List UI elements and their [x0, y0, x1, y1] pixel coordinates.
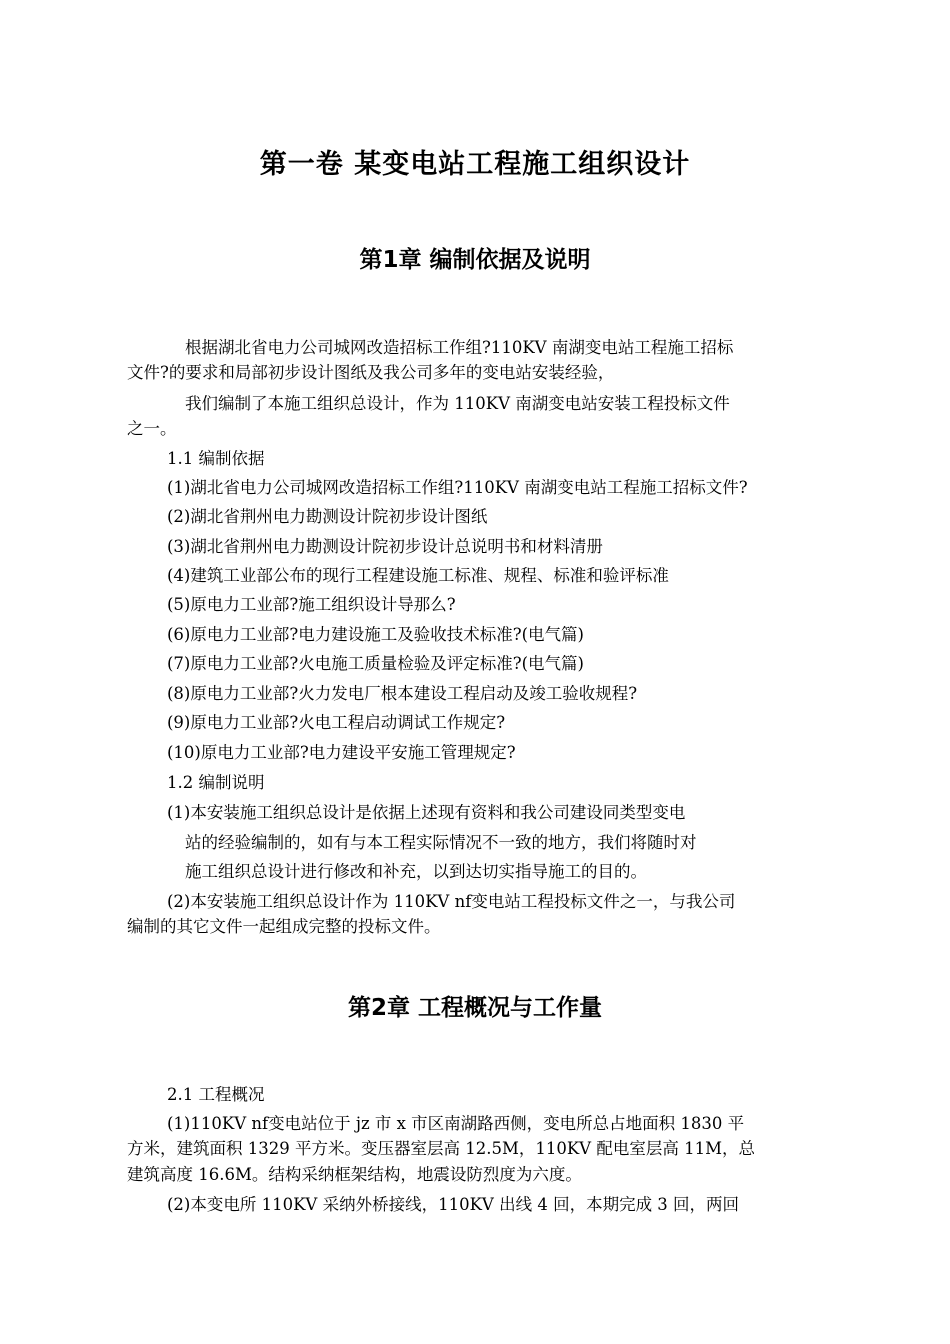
basis-item: (3)湖北省荆州电力勘测设计院初步设计总说明书和材料清册 — [167, 537, 603, 556]
section-heading-1-1: 1.1 编制依据 — [167, 449, 265, 468]
chapter-1-title: 第1章 编制依据及说明 — [359, 247, 591, 273]
basis-item: (9)原电力工业部?火电工程启动调试工作规定? — [167, 713, 506, 732]
note-line: 站的经验编制的，如有与本工程实际情况不一致的地方，我们将随时对 — [185, 833, 697, 852]
basis-item: (5)原电力工业部?施工组织设计导那么? — [167, 595, 456, 614]
note-line: (2)本安装施工组织总设计作为 110KV nf变电站工程投标文件之一，与我公司 — [167, 892, 736, 911]
note-line: 编制的其它文件一起组成完整的投标文件。 — [127, 917, 441, 936]
basis-item: (1)湖北省电力公司城网改造招标工作组?110KV 南湖变电站工程施工招标文件? — [167, 478, 748, 497]
intro-line: 根据湖北省电力公司城网改造招标工作组?110KV 南湖变电站工程施工招标 — [185, 338, 734, 357]
basis-item: (6)原电力工业部?电力建设施工及验收技术标准?(电气篇) — [167, 625, 584, 644]
volume-title: 第一卷 某变电站工程施工组织设计 — [259, 149, 691, 180]
overview-line: 建筑高度 16.6M。结构采纳框架结构，地震设防烈度为六度。 — [127, 1165, 582, 1184]
section-heading-2-1: 2.1 工程概况 — [167, 1085, 265, 1104]
intro-line: 之一。 — [127, 419, 177, 438]
basis-item: (8)原电力工业部?火力发电厂根本建设工程启动及竣工验收规程? — [167, 684, 638, 703]
note-line: (1)本安装施工组织总设计是依据上述现有资料和我公司建设同类型变电 — [167, 803, 686, 822]
intro-line: 我们编制了本施工组织总设计，作为 110KV 南湖变电站安装工程投标文件 — [185, 394, 730, 413]
basis-item: (4)建筑工业部公布的现行工程建设施工标准、规程、标准和验评标准 — [167, 566, 669, 585]
chapter-2-title: 第2章 工程概况与工作量 — [347, 995, 602, 1021]
basis-item: (7)原电力工业部?火电施工质量检验及评定标准?(电气篇) — [167, 654, 584, 673]
intro-line: 文件?的要求和局部初步设计图纸及我公司多年的变电站安装经验， — [127, 363, 615, 382]
overview-line: (2)本变电所 110KV 采纳外桥接线，110KV 出线 4 回，本期完成 3 回，两回 — [167, 1195, 740, 1214]
basis-item: (10)原电力工业部?电力建设平安施工管理规定? — [167, 743, 516, 762]
note-line: 施工组织总设计进行修改和补充，以到达切实指导施工的目的。 — [185, 862, 647, 881]
basis-item: (2)湖北省荆州电力勘测设计院初步设计图纸 — [167, 507, 488, 526]
section-heading-1-2: 1.2 编制说明 — [167, 773, 265, 792]
overview-line: (1)110KV nf变电站位于 jz 市 x 市区南湖路西侧，变电所总占地面积 1830 平 — [167, 1114, 745, 1133]
overview-line: 方米，建筑面积 1329 平方米。变压器室层高 12.5M，110KV 配电室层高 11M，总 — [127, 1139, 755, 1158]
